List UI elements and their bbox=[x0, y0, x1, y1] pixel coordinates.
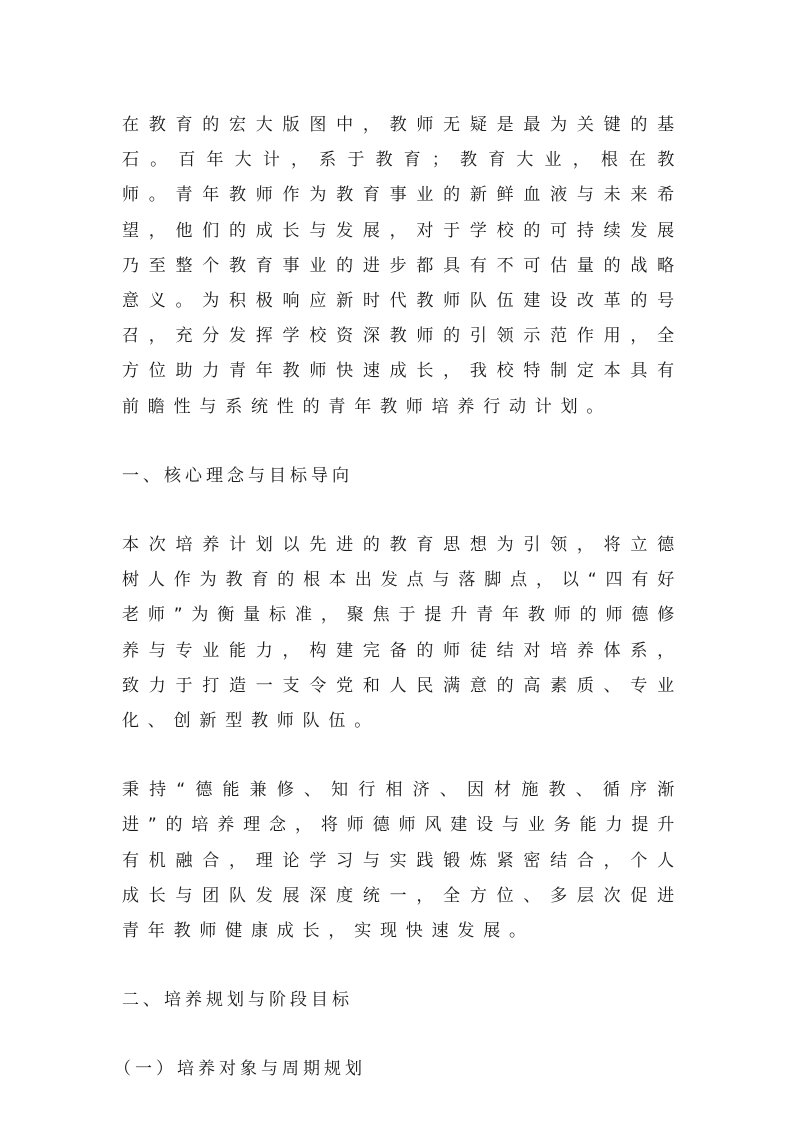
intro-paragraph: 在教育的宏大版图中，教师无疑是最为关键的基石。百年大计，系于教育；教育大业，根在教师。青年教师作为教育事业的新鲜血液与未来希望，他们的成长与发展，对于学校的可持续发展乃至整个教育事业的进步都具有不可估量的战略意义。为积极响应新时代教师队伍建设改革的号召，充分发挥学校资深教师的引领示范作用，全方位助力青年教师快速成长，我校特制定本具有前瞻性与系统性的青年教师培养行动计划。 bbox=[122, 115, 683, 417]
training-philosophy-paragraph: 秉持“德能兼修、知行相济、因材施教、循序渐进”的培养理念，将师德师风建设与业务能力提升有机融合，理论学习与实践锻炼紧密结合，个人成长与团队发展深度统一，全方位、多层次促进青年教师健康成长，实现快速发展。 bbox=[122, 780, 683, 942]
core-concept-paragraph: 本次培养计划以先进的教育思想为引领，将立德树人作为教育的根本出发点与落脚点，以“四有好老师”为衡量标准，聚焦于提升青年教师的师德修养与专业能力，构建完备的师徒结对培养体系，致力于打造一支令党和人民满意的高素质、专业化、创新型教师队伍。 bbox=[122, 535, 683, 732]
subsection-heading-1: （一）培养对象与周期规划 bbox=[114, 1059, 366, 1080]
section-heading-1: 一、核心理念与目标导向 bbox=[122, 465, 353, 486]
document-page bbox=[114, 108, 683, 1122]
section-heading-2: 二、培养规划与阶段目标 bbox=[122, 990, 353, 1011]
